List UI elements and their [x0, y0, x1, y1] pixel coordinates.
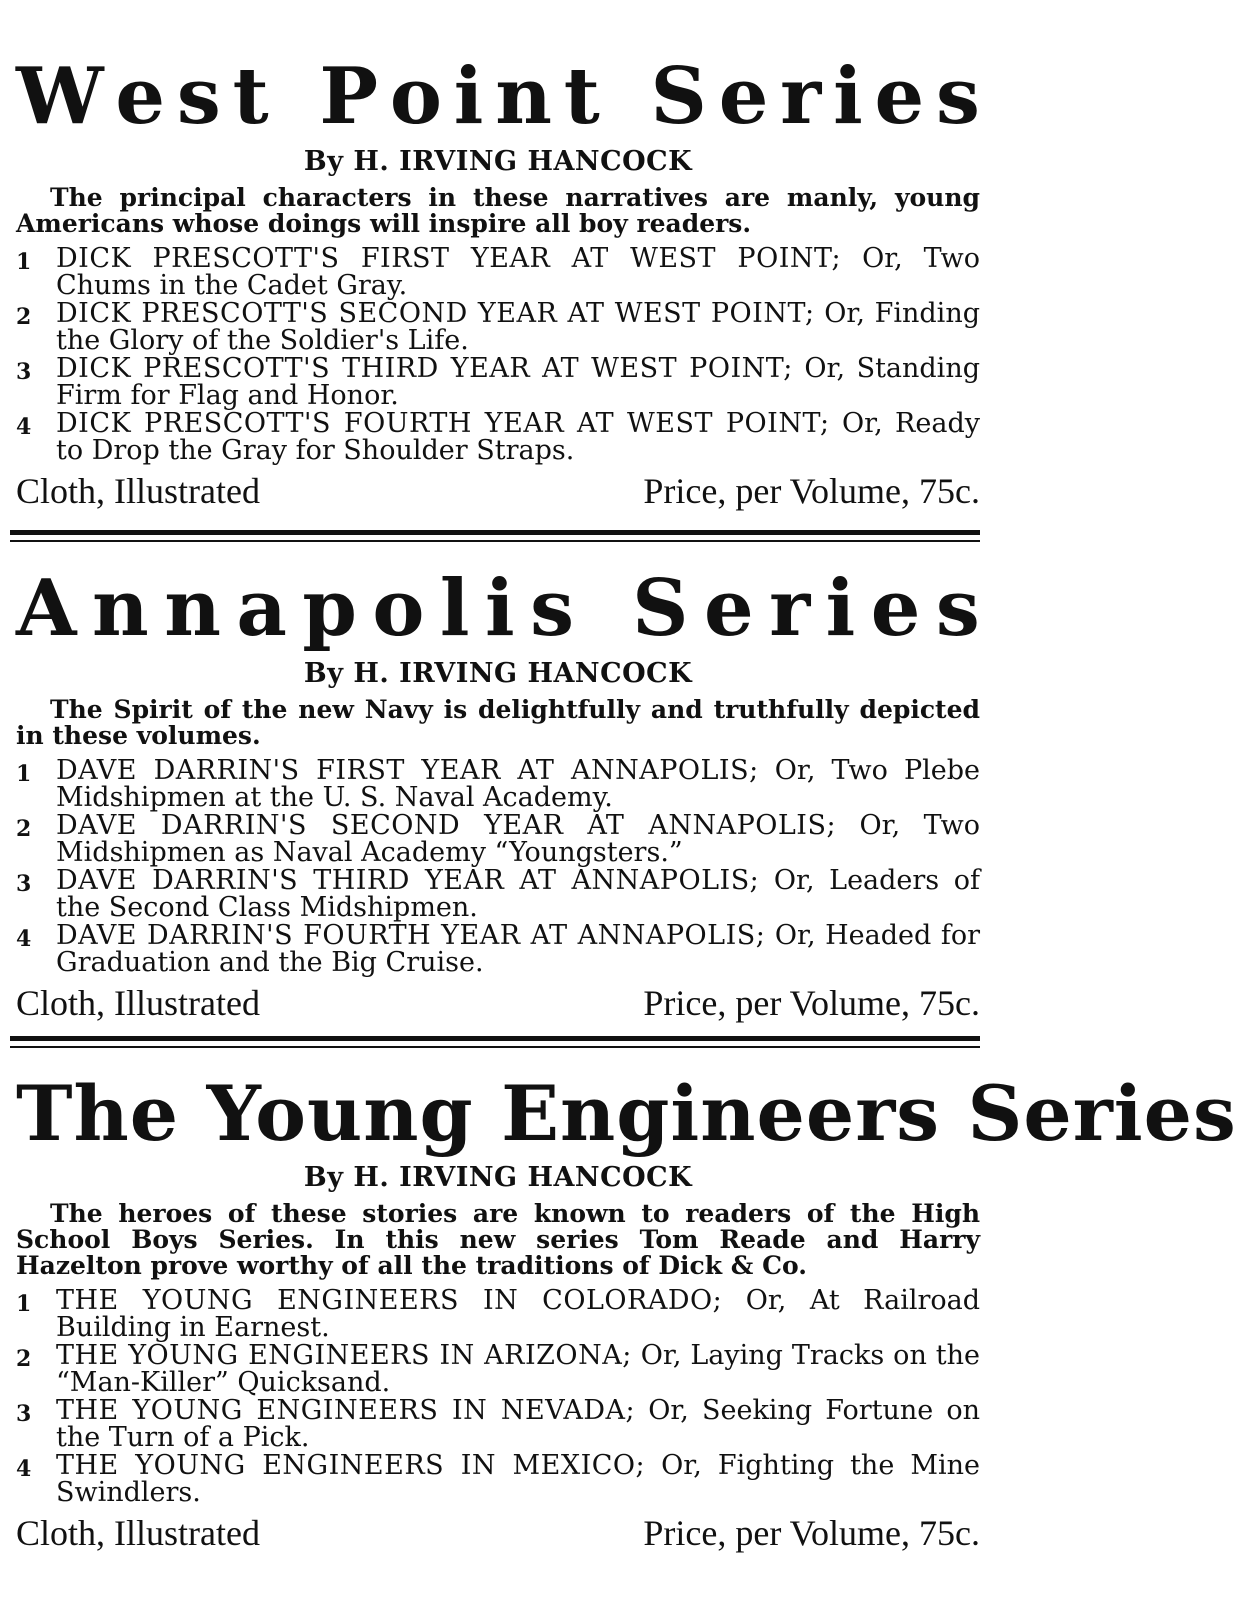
title-letter: i	[833, 51, 863, 142]
title-letter: i	[825, 563, 856, 654]
title-letter: e	[874, 51, 925, 142]
book-item	[16, 1452, 980, 1506]
book-list	[16, 1287, 980, 1506]
series-title	[16, 563, 980, 654]
title-gap	[590, 570, 617, 648]
book-subtitle: Or, Two Plebe Midshipmen at the U. S. Naval Academy.	[56, 755, 980, 813]
west-point-series-section	[16, 51, 981, 512]
book-number: 4	[16, 414, 32, 440]
binding-label: Cloth, Illustrated	[16, 983, 260, 1023]
double-rule-divider	[10, 1036, 980, 1048]
book-number: 4	[16, 926, 32, 952]
binding-label: Cloth, Illustrated	[16, 1513, 260, 1553]
annapolis-series-section	[16, 563, 981, 1024]
book-title: DAVE DARRIN'S THIRD YEAR AT ANNAPOLIS;	[56, 865, 760, 896]
book-title: DICK PRESCOTT'S FIRST YEAR AT WEST POINT;	[56, 243, 842, 274]
title-letter: r	[769, 563, 811, 654]
book-number: 3	[16, 1401, 32, 1427]
book-subtitle: Or, Fighting the Mine Swindlers.	[56, 1450, 980, 1508]
series-description: The heroes of these stories are known to readers of the High School Boys Series. In this new series Tom Reade and Harry Hazelton prove worthy of all the traditions of Dick & Co.	[16, 1199, 980, 1280]
book-subtitle: Or, Two Chums in the Cadet Gray.	[56, 243, 981, 301]
title-letter: t	[232, 51, 269, 142]
title-letter: o	[372, 563, 425, 654]
series-title: The Young Engineers Series	[16, 1069, 1237, 1158]
title-letter: t	[563, 51, 600, 142]
title-letter: i	[453, 51, 484, 142]
book-item	[16, 867, 980, 921]
book-subtitle: Or, Ready to Drop the Gray for Shoulder Straps.	[56, 408, 980, 466]
book-subtitle: Or, Headed for Graduation and the Big Cruise.	[56, 920, 980, 978]
title-letter: s	[176, 51, 221, 142]
book-number: 1	[16, 1291, 32, 1317]
book-title: THE YOUNG ENGINEERS IN ARIZONA;	[56, 1340, 632, 1371]
byline: By H. IRVING HANCOCK	[303, 1162, 693, 1193]
book-title: THE YOUNG ENGINEERS IN COLORADO;	[56, 1285, 723, 1316]
book-list	[16, 757, 980, 976]
book-title: DAVE DARRIN'S FOURTH YEAR AT ANNAPOLIS;	[56, 920, 766, 951]
byline: By H. IRVING HANCOCK	[303, 146, 693, 177]
book-item	[16, 1287, 980, 1341]
series-title	[16, 51, 980, 142]
title-letter: l	[439, 563, 470, 654]
book-title: DAVE DARRIN'S FIRST YEAR AT ANNAPOLIS;	[56, 755, 759, 786]
title-letter: n	[495, 51, 552, 142]
book-list	[16, 245, 980, 464]
price-label: Price, per Volume, 75c.	[643, 471, 980, 511]
book-item	[16, 1397, 980, 1451]
book-number: 3	[16, 871, 32, 897]
title-letter: W	[16, 51, 104, 142]
book-item	[16, 355, 980, 409]
book-subtitle: Or, Finding the Glory of the Soldier's Life.	[56, 298, 980, 356]
book-title: DICK PRESCOTT'S SECOND YEAR AT WEST POINT;	[56, 298, 815, 329]
book-item	[16, 300, 980, 354]
title-letter: s	[530, 563, 575, 654]
book-number: 4	[16, 1456, 32, 1482]
book-title: DICK PRESCOTT'S THIRD YEAR AT WEST POINT;	[56, 353, 793, 384]
title-letter: P	[319, 51, 379, 142]
book-item	[16, 922, 980, 976]
book-title: DAVE DARRIN'S SECOND YEAR AT ANNAPOLIS;	[56, 810, 837, 841]
book-item	[16, 410, 980, 464]
title-gap	[280, 58, 307, 136]
book-number: 2	[16, 304, 32, 330]
book-title: THE YOUNG ENGINEERS IN MEXICO;	[56, 1450, 646, 1481]
book-subtitle: Or, Leaders of the Second Class Midshipmen.	[56, 865, 981, 923]
title-letter: e	[703, 563, 754, 654]
title-letter: s	[935, 51, 980, 142]
book-item	[16, 1342, 980, 1396]
price-label: Price, per Volume, 75c.	[643, 983, 980, 1023]
price-footer	[16, 1512, 980, 1554]
series-description: The Spirit of the new Navy is delightfully and truthfully depicted in these volumes.	[16, 695, 980, 750]
title-letter: r	[780, 51, 822, 142]
byline: By H. IRVING HANCOCK	[303, 658, 693, 689]
book-number: 2	[16, 816, 32, 842]
book-subtitle: Or, Seeking Fortune on the Turn of a Pick.	[56, 1395, 980, 1453]
book-subtitle: Or, Two Midshipmen as Naval Academy “Youngsters.”	[56, 810, 980, 868]
title-gap	[612, 58, 639, 136]
book-subtitle: Or, At Railroad Building in Earnest.	[56, 1285, 981, 1343]
book-number: 1	[16, 761, 32, 787]
young-engineers-series-section	[16, 1069, 1237, 1554]
price-footer	[16, 470, 980, 512]
book-number: 3	[16, 359, 32, 385]
book-item	[16, 757, 980, 811]
title-letter: A	[16, 563, 77, 654]
book-subtitle: Or, Standing Firm for Flag and Honor.	[56, 353, 980, 411]
title-letter: s	[935, 563, 980, 654]
title-letter: o	[389, 51, 442, 142]
book-number: 1	[16, 249, 32, 275]
book-subtitle: Or, Laying Tracks on the “Man-Killer” Quicksand.	[56, 1340, 980, 1398]
book-title: DICK PRESCOTT'S FOURTH YEAR AT WEST POINT;	[56, 408, 830, 439]
title-letter: S	[632, 563, 689, 654]
title-letter: e	[115, 51, 166, 142]
title-letter: a	[236, 563, 287, 654]
book-number: 2	[16, 1346, 32, 1372]
binding-label: Cloth, Illustrated	[16, 471, 260, 511]
double-rule-divider	[10, 530, 980, 542]
price-label: Price, per Volume, 75c.	[643, 1513, 980, 1553]
title-letter: S	[650, 51, 707, 142]
title-letter: e	[718, 51, 769, 142]
title-letter: p	[302, 563, 357, 654]
series-description: The principal characters in these narratives are manly, young Americans whose doings will inspire all boy readers.	[16, 183, 980, 238]
book-item	[16, 245, 980, 299]
price-footer	[16, 982, 980, 1024]
title-letter: n	[92, 563, 149, 654]
book-item	[16, 812, 980, 866]
title-letter: n	[164, 563, 221, 654]
title-letter: e	[870, 563, 921, 654]
book-title: THE YOUNG ENGINEERS IN NEVADA;	[56, 1395, 636, 1426]
title-letter: i	[485, 563, 515, 654]
